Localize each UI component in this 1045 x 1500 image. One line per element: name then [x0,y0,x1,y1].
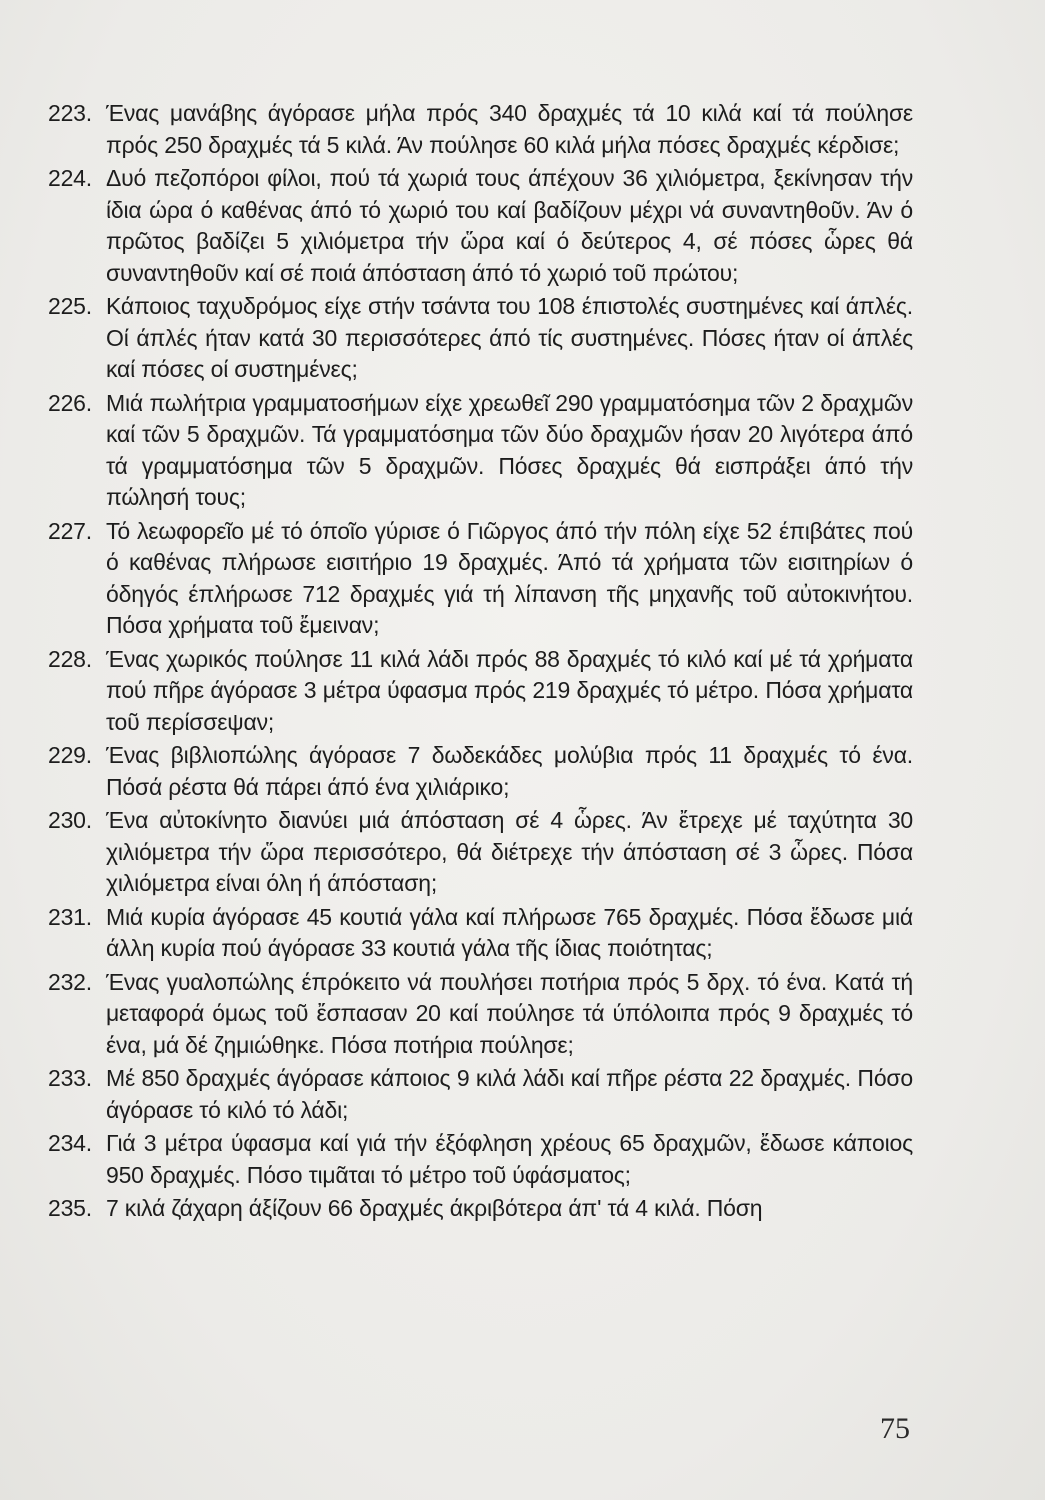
problem-number: 224. [48,165,92,191]
problem-number: 228. [48,645,92,672]
problem-number: 227. [48,517,92,544]
problem-item [48,1193,913,1225]
problem-text: Ένας μανάβης άγόρασε μήλα πρός 340 δραχμές τά 10 κιλά καί τά πούλησε πρός 250 δραχμές τά 5 κιλά. Άν πούλησε 60 κιλά μήλα πόσες δραχμές κέρδισε; [106,100,913,158]
problem-number: 232. [48,968,92,995]
problem-number: 229. [48,742,92,768]
problem-item [48,163,913,289]
problem-item [48,902,913,965]
problem-number: 233. [48,1065,92,1091]
problem-number: 225. [48,293,92,319]
problem-item [48,291,913,386]
problem-number: 235. [48,1195,92,1221]
problem-item [48,388,913,514]
problem-item [48,98,913,161]
problem-item [48,1063,913,1126]
page-number: 75 [880,1412,910,1445]
problem-item [48,740,913,803]
problem-text: 7 κιλά ζάχαρη άξίζουν 66 δραχμές άκριβότερα άπ' τά 4 κιλά. Πόση [106,1195,763,1221]
problem-text: Μιά πωλήτρια γραμματοσήμων είχε χρεωθεῖ 290 γραμματόσημα τῶν 2 δραχμῶν καί τῶν 5 δραχμῶν. Τά γραμματόσημα τῶν δύο δραχμῶν ήσαν 20 λιγότερα άπό τά γραμματόσημα τῶν 5 δραχμῶν. Πόσες δραχμές θά εισπράξει άπό τήν πώλησή τους; [106,389,913,510]
problem-number: 234. [48,1130,92,1156]
problem-item [48,644,913,739]
problem-number: 226. [48,389,92,416]
problem-text: Μέ 850 δραχμές άγόρασε κάποιος 9 κιλά λάδι καί πῆρε ρέστα 22 δραχμές. Πόσο άγόρασε τό κιλό τό λάδι; [106,1065,913,1123]
problem-text: Ένας χωρικός πούλησε 11 κιλά λάδι πρός 88 δραχμές τό κιλό καί μέ τά χρήματα πού πῆρε άγόρασε 3 μέτρα ύφασμα πρός 219 δραχμές τό μέτρο. Πόσα χρήματα τοῦ περίσσεψαν; [106,645,913,735]
problem-text: Ένας γυαλοπώλης έπρόκειτο νά πουλήσει ποτήρια πρός 5 δρχ. τό ένα. Κατά τή μεταφορά όμως τοῦ ἔσπασαν 20 καί πούλησε τά ύπόλοιπα πρός 9 δραχμές τό ένα, μά δέ ζημιώθηκε. Πόσα ποτήρια πούλησε; [106,968,913,1058]
problem-text: Κάποιος ταχυδρόμος είχε στήν τσάντα του 108 έπιστολές συστημένες καί άπλές. Οί άπλές ήταν κατά 30 περισσότερες άπό τίς συστημένες. Πόσες ήταν οί άπλές καί πόσες οί συστημένες; [106,293,913,382]
problem-number: 230. [48,807,92,833]
problem-number: 223. [48,100,92,126]
problem-item [48,805,913,900]
problem-number: 231. [48,903,92,930]
problem-item [48,516,913,642]
problem-item [48,1128,913,1191]
problem-text: Μιά κυρία άγόρασε 45 κουτιά γάλα καί πλήρωσε 765 δραχμές. Πόσα ἔδωσε μιά άλλη κυρία πού άγόρασε 33 κουτιά γάλα τῆς ίδιας ποιότητας; [106,903,913,961]
problem-list [48,98,913,1227]
problem-item [48,967,913,1062]
problem-text: Γιά 3 μέτρα ύφασμα καί γιά τήν έξόφληση χρέους 65 δραχμῶν, ἔδωσε κάποιος 950 δραχμές. Πόσο τιμᾶται τό μέτρο τοῦ ύφάσματος; [106,1130,913,1188]
problem-text: Ένα αὐτοκίνητο διανύει μιά άπόσταση σέ 4 ὧρες. Άν ἔτρεχε μέ ταχύτητα 30 χιλιόμετρα τήν ὥρα περισσότερο, θά διέτρεχε τήν άπόσταση σέ 3 ὧρες. Πόσα χιλιόμετρα είναι όλη ή άπόσταση; [106,807,913,896]
problem-text: Τό λεωφορεῖο μέ τό όποῖο γύρισε ό Γιῶργος άπό τήν πόλη είχε 52 έπιβάτες πού ό καθένας πλήρωσε εισιτήριο 19 δραχμές. Άπό τά χρήματα τῶν εισιτηρίων ό όδηγός έπλήρωσε 712 δραχμές γιά τή λίπανση τῆς μηχανῆς τοῦ αὐτοκινήτου. Πόσα χρήματα τοῦ ἔμειναν; [106,517,913,638]
problem-text: Ένας βιβλιοπώλης άγόρασε 7 δωδεκάδες μολύβια πρός 11 δραχμές τό ένα. Πόσά ρέστα θά πάρει άπό ένα χιλιάρικο; [106,742,913,800]
problem-text: Δυό πεζοπόροι φίλοι, πού τά χωριά τους άπέχουν 36 χιλιόμετρα, ξεκίνησαν τήν ίδια ώρα ό καθένας άπό τό χωριό του καί βαδίζουν μέχρι νά συναντηθοῦν. Άν ό πρῶτος βαδίζει 5 χιλιόμετρα τήν ὥρα καί ό δεύτερος 4, σέ πόσες ὧρες θά συναντηθοῦν καί σέ ποιά άπόσταση άπό τό χωριό τοῦ πρώτου; [106,165,913,286]
